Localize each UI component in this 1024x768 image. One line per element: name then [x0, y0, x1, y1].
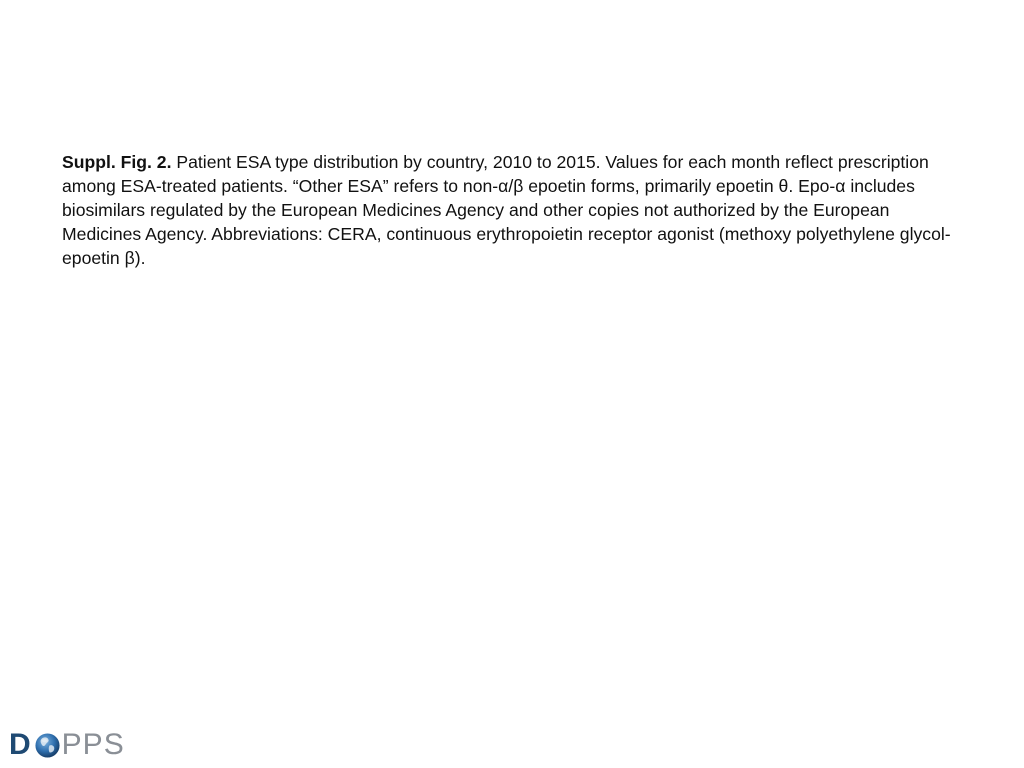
logo-letters-pps: PPS — [61, 728, 125, 761]
dopps-logo — [9, 726, 125, 764]
globe-icon — [34, 732, 61, 759]
caption-label: Suppl. Fig. 2. — [62, 152, 172, 172]
logo-letter-d: D — [9, 728, 32, 761]
figure-caption — [62, 150, 962, 270]
caption-text: Patient ESA type distribution by country, 2010 to 2015. Values for each month reflect prescription among ESA-treated patients. “Other ESA” refers to non-α/β epoetin forms, primarily epoetin θ. Epo-α includes biosimilars regulated by the European Medicines Agency and other copies not authorized by the European Medicines Agency. Abbreviations: CERA, continuous erythropoietin receptor agonist (methoxy polyethylene glycol-epoetin β). — [62, 152, 951, 268]
